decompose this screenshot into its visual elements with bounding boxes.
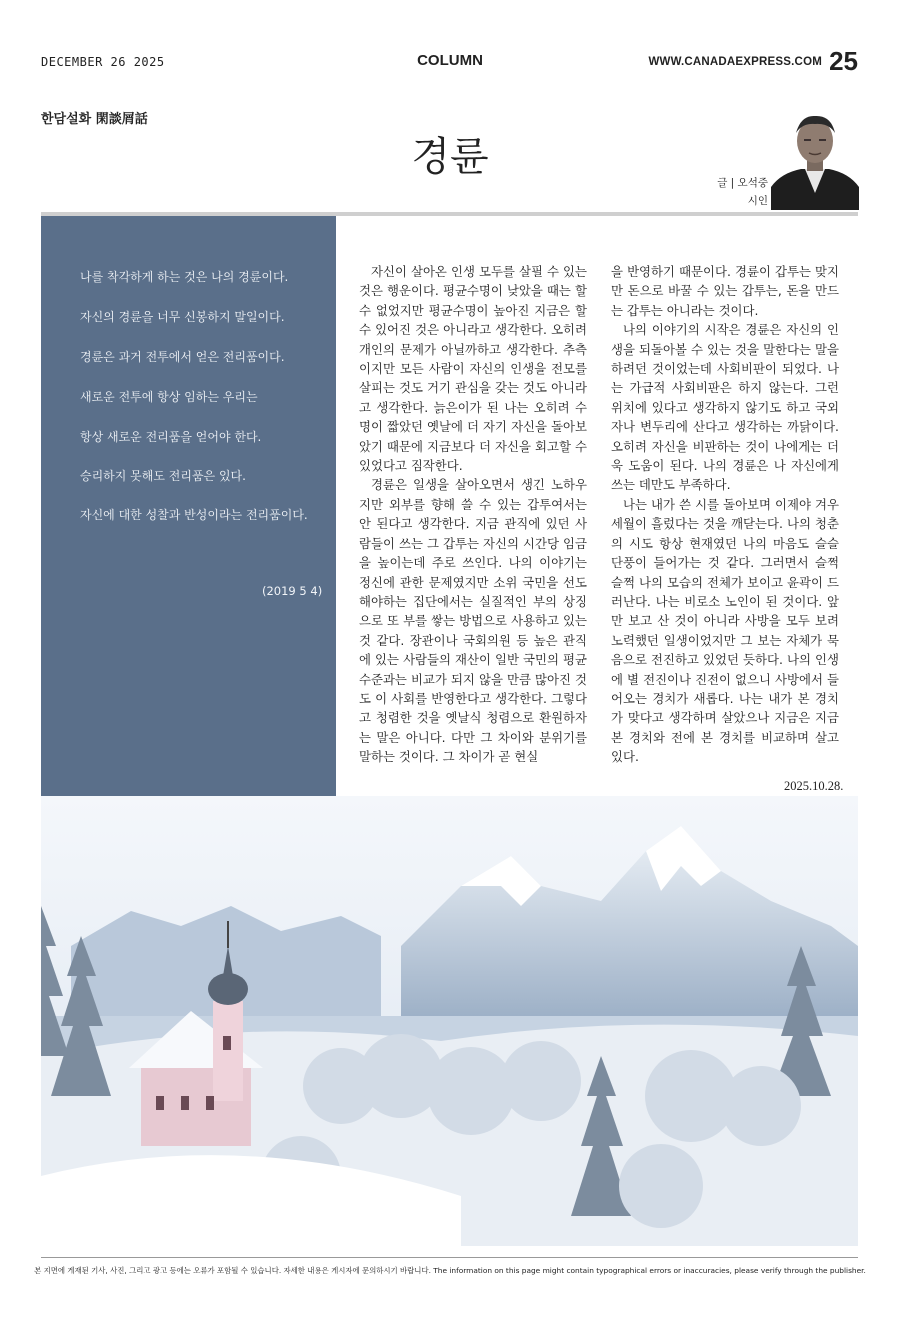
quote-line: 자신의 경륜을 너무 신봉하지 말일이다. — [80, 310, 285, 324]
article-paragraph: 자신이 살아온 인생 모두를 살필 수 있는 것은 행운이다. 평균수명이 낮았을 때는 할 수 없었지만 평균수명이 높아진 지금은 할 수 있어진 것은 아니라고 생각한다. 오히려 개인의 문제가 아닐까하고 생각한다. 추측이지만 모든 사람이 자신의 인생을 전모를 살피는 것도 거기 관심을 갖는 것도 아니라고 생각한다. 늙은이가 된 나는 오히려 수명이 짧았던 옛날에 더 자기 자신을 돌아보았기 때문에 지금보다 더 자신을 회고할 수 있었다고 짐작한다. — [359, 264, 587, 474]
page-number: 25 — [829, 46, 858, 76]
section-label: COLUMN — [417, 52, 483, 69]
article-title: 경륜 — [411, 134, 489, 180]
quote-line: 경륜은 과거 전투에서 얻은 전리품이다. — [80, 350, 285, 364]
article-paragraph: 을 반영하기 때문이다. 경륜이 갑투는 맞지만 돈으로 바꿀 수 있는 갑투는, 돈을 만드는 갑투는 아니라는 것이다. — [611, 264, 839, 318]
article-paragraph: 경륜은 일생을 살아오면서 생긴 노하우지만 외부를 향해 쓸 수 있는 갑투여서는 안 된다고 생각한다. 지금 관직에 있던 사람들이 쓰는 그 갑투는 자신의 시간당 임금을 높이는데 주로 쓰인다. 나의 이야기는 정신에 관한 문제였지만 소위 국민을 선도해야하는 집단에서는 실질적인 부의 상징으로 또 부를 쌓는 방법으로 사용하고 있는 것 같다. 장관이나 국회의원 등 높은 관직에 있는 사람들의 재산이 일반 국민의 평균 수준과는 비교가 되지 않을 만큼 많아진 것도 이 사회를 반영한다고 생각한다. 그렇다고 청렴한 것을 옛날식 청렴으로 환원하자는 말은 아니다. 다만 그 차이와 분위기를 말하는 것이다. 그 차이가 곧 현실 — [359, 477, 587, 765]
issue-date: DECEMBER 26 2025 — [41, 55, 165, 69]
article-column-1 — [359, 262, 587, 767]
footer-disclaimer: 본 지면에 게재된 기사, 사진, 그리고 광고 등에는 오류가 포함될 수 있습니다. 자세한 내용은 게시자에 문의하시기 바랍니다. The information on this page might contain typographical errors or inaccuracies, please verify through the publisher. — [34, 1266, 866, 1275]
author-portrait — [771, 107, 859, 210]
quote-date: (2019 5 4) — [262, 584, 323, 598]
byline-role: 시인 — [747, 195, 768, 207]
quote-line: 새로운 전투에 항상 임하는 우리는 — [80, 390, 258, 404]
quote-line: 승리하지 못해도 전리품은 있다. — [80, 469, 246, 483]
article-column-2 — [611, 262, 839, 767]
article-date: 2025.10.28. — [784, 779, 844, 793]
quote-line: 자신에 대한 성찰과 반성이라는 전리품이다. — [80, 508, 308, 522]
byline — [717, 174, 768, 210]
byline-author: 글 | 오석중 — [717, 177, 768, 189]
quote-line: 항상 새로운 전리품을 얻어야 한다. — [80, 430, 262, 444]
article-paragraph: 나의 이야기의 시작은 경륜은 자신의 인생을 되돌아볼 수 있는 것을 말한다는 말을 하려던 것이었는데 사회비판이 되었다. 나는 가급적 사회비판은 하지 않는다. 그런 위치에 있다고 생각하지 않기도 하고 국외자나 변두리에 산다고 생각하는 까닭이다. 오히려 자신을 비판하는 것이 나에게는 더욱 도움이 된다. 나의 경륜은 나 자신에게 쓰는 데만도 부족하다. — [611, 322, 839, 493]
winter-church-landscape-photo — [41, 796, 858, 1246]
quote-line: 나를 착각하게 하는 것은 나의 경륜이다. — [80, 270, 289, 284]
footer-rule — [41, 1257, 858, 1258]
article-paragraph: 나는 내가 쓴 시를 돌아보며 이제야 겨우 세월이 흘렀다는 것을 깨닫는다. 나의 청춘의 시도 항상 현재였던 나의 마음도 슬슬 단풍이 들어가는 것 같다. 그러면서 슬쩍 슬쩍 나의 모습의 전체가 보이고 윤곽이 드러난다. 나는 비로소 노인이 된 것이다. 앞만 보고 산 것이 아니라 사방을 모두 보려 노력했던 일생이었지만 그 보는 자체가 묵음으로 전진하고 있었던 듯하다. 나의 인생에 별 전진이나 진전이 없으니 사방에서 들어오는 경치가 새롭다. 나는 내가 본 경치가 맞다고 생각하며 살았으나 지금은 지금 본 경치와 전에 본 경치를 비교하며 살고 있다. — [611, 496, 839, 765]
column-series-name: 한담설화 閑談屑話 — [41, 112, 148, 127]
website-link[interactable]: WWW.CANADAEXPRESS.COM — [648, 56, 822, 68]
